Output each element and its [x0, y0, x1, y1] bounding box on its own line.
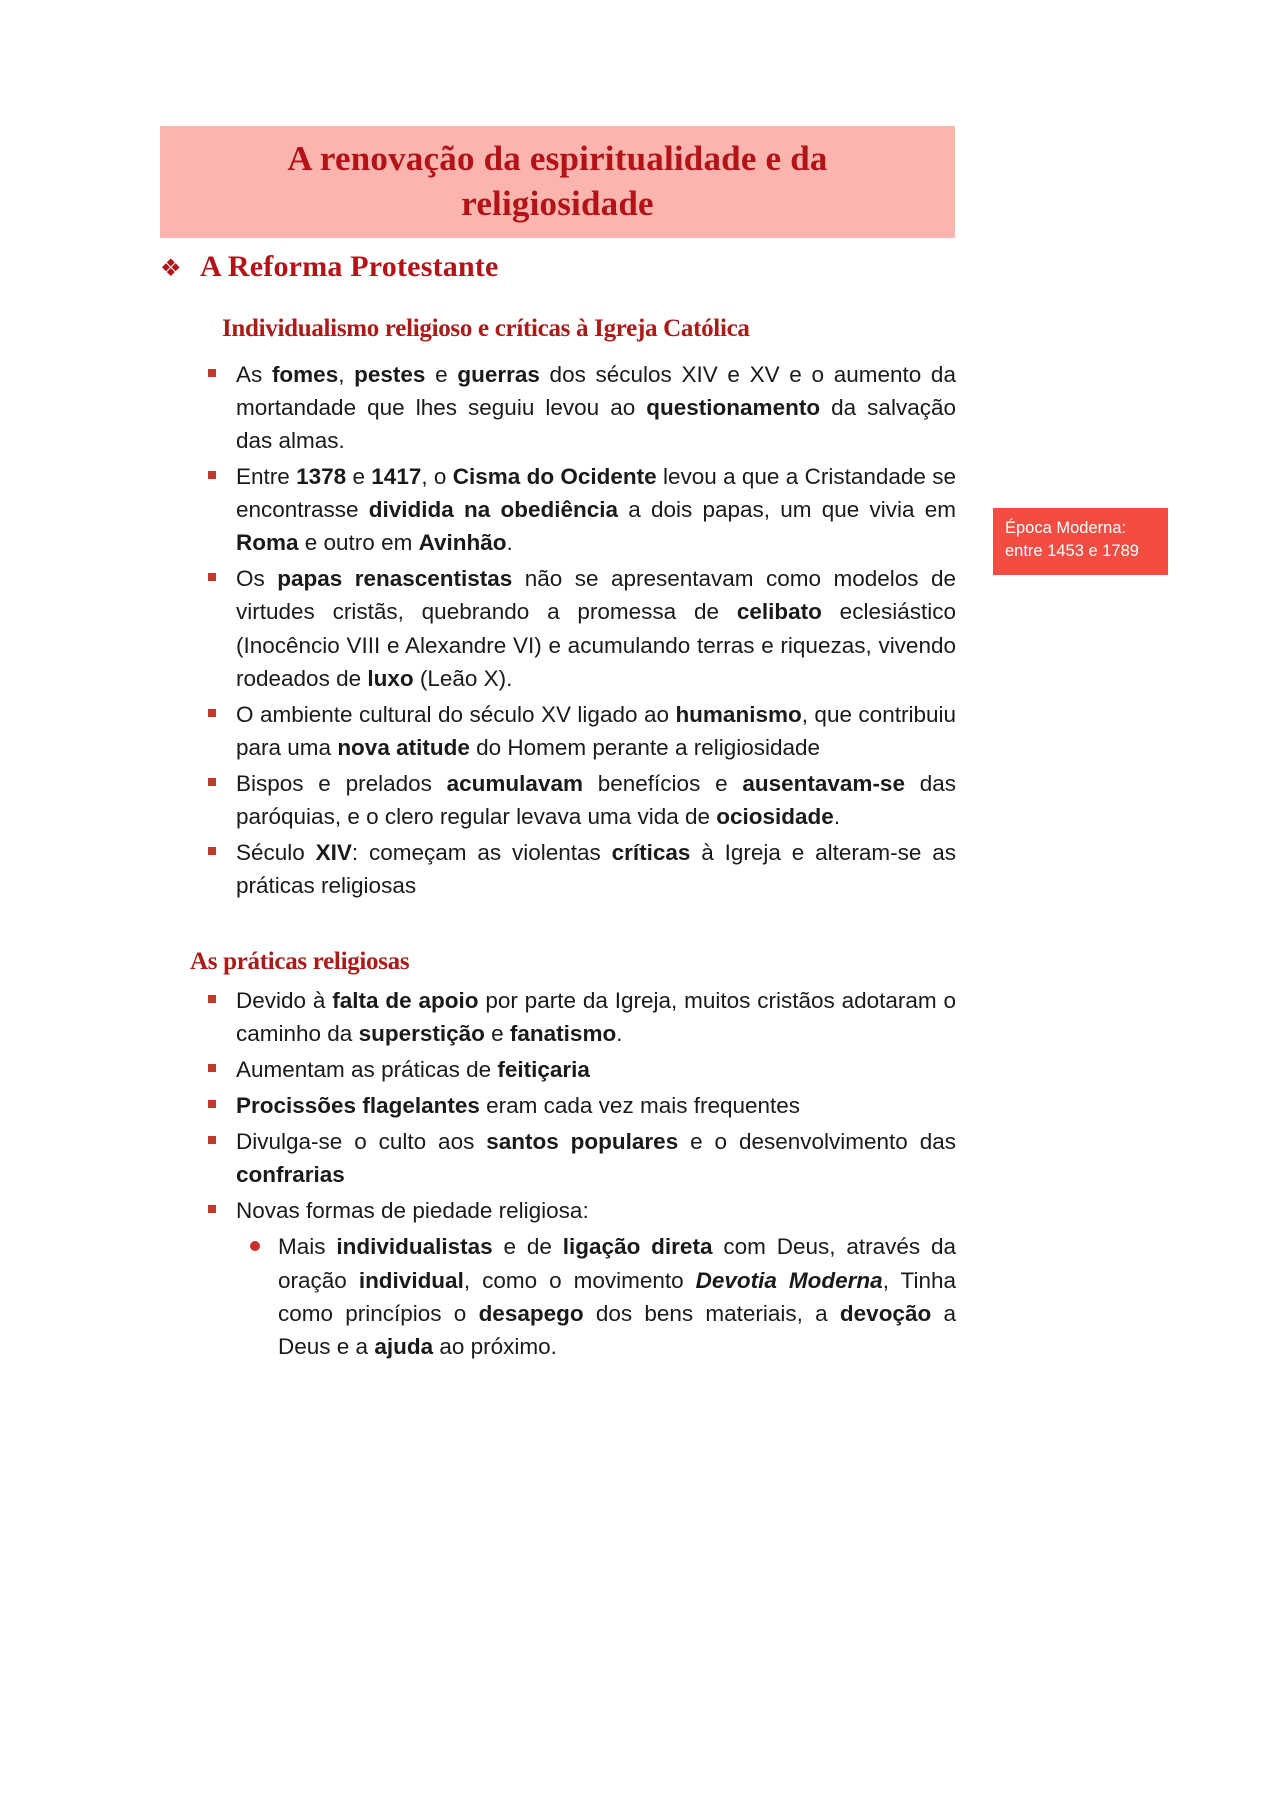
round-bullet-icon [250, 1230, 278, 1251]
list-item-text: O ambiente cultural do século XV ligado ao humanismo, que contribuiu para uma nova atitude do Homem perante a religiosidade [236, 701, 956, 760]
list-item [208, 984, 956, 1050]
list-item-text: As fomes, pestes e guerras dos séculos XIV e XV e o aumento da mortandade que lhes seguiu levou ao questionamento da salvação das almas. [236, 362, 956, 454]
list-item-text: Novas formas de piedade religiosa: [236, 1198, 589, 1224]
diamond-bullet-icon: ❖ [160, 255, 182, 282]
list-item [208, 698, 956, 764]
bullet-list-praticas [208, 984, 956, 1366]
list-item-text: Entre 1378 e 1417, o Cisma do Ocidente levou a que a Cristandade se encontrasse dividida na obediência a dois papas, um que vivia em Roma e outro em Avinhão. [236, 464, 956, 556]
list-item-text: Devido à falta de apoio por parte da Igreja, muitos cristãos adotaram o caminho da superstição e fanatismo. [236, 988, 956, 1047]
callout-line-2: entre 1453 e 1789 [1005, 542, 1139, 561]
section-heading-praticas: As práticas religiosas [190, 948, 410, 975]
square-bullet-icon [208, 358, 236, 377]
page-title-line-2: religiosidade [461, 184, 654, 223]
list-item-text: Os papas renascentistas não se apresentavam como modelos de virtudes cristãs, quebrando a promessa de celibato eclesiástico (Inocêncio VIII e Alexandre VI) e acumulando terras e riquezas, vivendo rodeados de luxo (Leão X). [236, 566, 956, 691]
callout-box-epoca-moderna [993, 508, 1168, 575]
list-item [208, 1194, 956, 1227]
page-title-line-1: A renovação da espiritualidade e da [287, 139, 828, 179]
section-heading-individualismo: Individualismo religioso e críticas à Igreja Católica [222, 315, 750, 342]
list-item [250, 1230, 956, 1362]
square-bullet-icon [208, 562, 236, 581]
list-item-text: Mais individualistas e de ligação direta com Deus, através da oração individual, como o movimento Devotia Moderna, Tinha como princípios o desapego dos bens materiais, a devoção a Deus e a ajuda ao próximo. [278, 1234, 956, 1359]
square-bullet-icon [208, 1125, 236, 1144]
bullet-list-individualismo [208, 358, 956, 905]
callout-line-1: Época Moderna: [1005, 519, 1127, 537]
list-item-text: Século XIV: começam as violentas críticas à Igreja e alteram-se as práticas religiosas [236, 839, 956, 898]
square-bullet-icon [208, 698, 236, 717]
list-item [208, 358, 956, 457]
list-item-text: Bispos e prelados acumulavam benefícios e ausentavam-se das paróquias, e o clero regular levava uma vida de ociosidade. [236, 770, 957, 829]
square-bullet-icon [208, 1089, 236, 1108]
title-banner [160, 126, 955, 238]
list-item [208, 836, 956, 902]
sub-bullet-list [250, 1230, 956, 1362]
list-item-text: Aumentam as práticas de feitiçaria [236, 1057, 590, 1083]
list-item [208, 1089, 956, 1122]
page-title [287, 137, 827, 227]
square-bullet-icon [208, 1053, 236, 1072]
main-heading-label: A Reforma Protestante [200, 250, 499, 283]
square-bullet-icon [208, 984, 236, 1003]
list-item-text: Divulga-se o culto aos santos populares e o desenvolvimento das confrarias [236, 1129, 956, 1188]
list-item [208, 1053, 956, 1086]
list-item [208, 460, 956, 559]
list-item-text: Procissões flagelantes eram cada vez mais frequentes [236, 1093, 801, 1119]
square-bullet-icon [208, 767, 236, 786]
list-item [208, 767, 956, 833]
main-heading [160, 250, 1060, 284]
square-bullet-icon [208, 460, 236, 479]
square-bullet-icon [208, 1194, 236, 1213]
square-bullet-icon [208, 836, 236, 855]
list-item [208, 1125, 956, 1191]
list-item [208, 562, 956, 694]
